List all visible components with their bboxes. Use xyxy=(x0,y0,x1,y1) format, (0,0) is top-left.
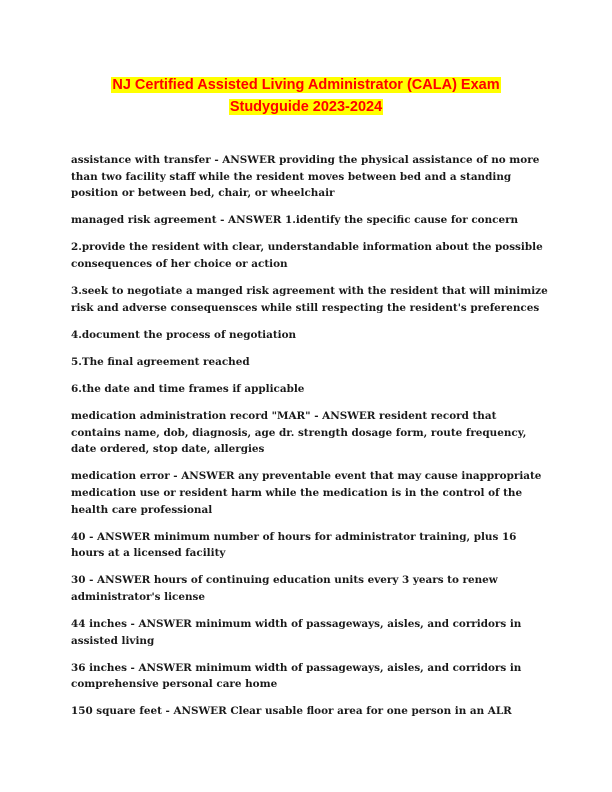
paragraph-medication-error: medication error - ANSWER any preventable event that may cause inappropriate medication use or resident harm while the medication is in the control of the health care professional xyxy=(71,470,542,516)
paragraph-30-hours: 30 - ANSWER hours of continuing education units every 3 years to renew administrator's license xyxy=(71,574,498,604)
paragraph-step-5: 5.The final agreement reached xyxy=(71,355,250,368)
paragraph-150-square-feet: 150 square feet - ANSWER Clear usable floor area for one person in an ALR xyxy=(71,705,512,718)
document-body xyxy=(71,152,549,730)
paragraph-40-hours: 40 - ANSWER minimum number of hours for administrator training, plus 16 hours at a licensed facility xyxy=(71,530,517,560)
paragraph-step-4: 4.document the process of negotiation xyxy=(71,328,297,341)
paragraph-mar: medication administration record "MAR" - ANSWER resident record that contains name, dob, diagnosis, age dr. strength dosage form, route frequency, date ordered, stop date, allergies xyxy=(71,409,527,456)
paragraph-step-2: 2.provide the resident with clear, understandable information about the possible consequences of her choice or action xyxy=(71,241,543,271)
title-line-2: Studyguide 2023-2024 xyxy=(229,99,383,115)
paragraph-assistance-with-transfer: assistance with transfer - ANSWER providing the physical assistance of no more than two facility staff while the resident moves between bed and a standing position or between bed, chair, or wheelchair xyxy=(71,154,540,200)
paragraph-step-6: 6.the date and time frames if applicable xyxy=(71,382,305,395)
paragraph-step-3: 3.seek to negotiate a manged risk agreement with the resident that will minimize risk and adverse consequensces while still respecting the resident's preferences xyxy=(71,285,548,314)
title-line-1: NJ Certified Assisted Living Administrator (CALA) Exam xyxy=(112,77,500,93)
paragraph-44-inches: 44 inches - ANSWER minimum width of passageways, aisles, and corridors in assisted living xyxy=(71,618,522,647)
paragraph-managed-risk-agreement: managed risk agreement - ANSWER 1.identify the specific cause for concern xyxy=(71,214,519,227)
paragraph-36-inches: 36 inches - ANSWER minimum width of passageways, aisles, and corridors in comprehensive personal care home xyxy=(71,661,522,691)
document-title xyxy=(0,74,612,118)
